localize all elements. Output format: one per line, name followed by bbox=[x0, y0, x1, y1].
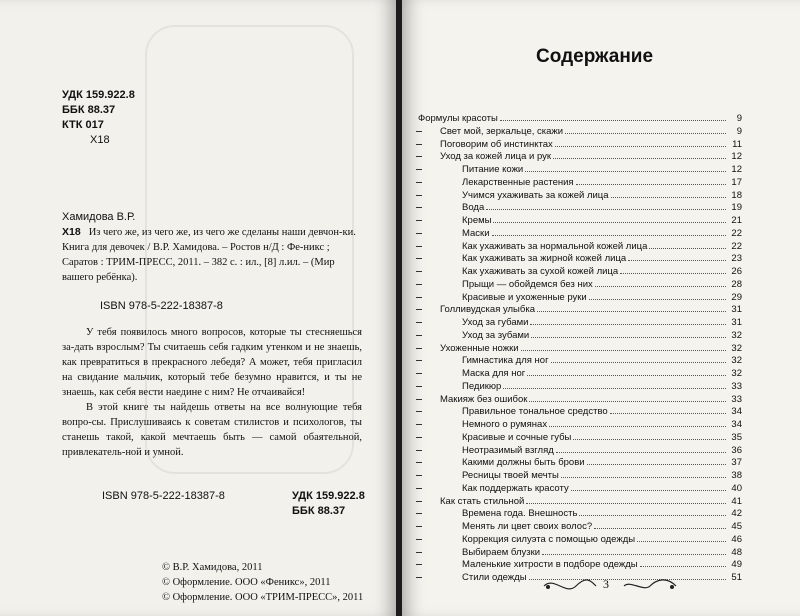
toc-entry-page: 34 bbox=[731, 419, 742, 430]
toc-entry-title: Красивые и ухоженные руки bbox=[462, 291, 587, 303]
toc-leader-dots bbox=[503, 380, 726, 389]
toc-entry bbox=[418, 507, 742, 520]
toc-entry bbox=[418, 520, 742, 533]
toc-leader-dots bbox=[620, 265, 726, 274]
toc-leader-dots bbox=[549, 418, 726, 427]
toc-leader-dots bbox=[573, 431, 726, 440]
toc-entry-page: 42 bbox=[731, 508, 742, 520]
toc-entry-title: Свет мой, зеркальце, скажи bbox=[440, 125, 564, 137]
toc-entry-title: Поговорим об инстинктах bbox=[440, 138, 553, 150]
toc-entry-page: 40 bbox=[731, 482, 742, 494]
toc-entry-page: 23 bbox=[731, 253, 742, 265]
toc-entry bbox=[418, 546, 742, 559]
toc-entry bbox=[418, 112, 742, 125]
toc-entry-title: Ухоженные ножки bbox=[440, 342, 519, 354]
udk-bottom: УДК 159.922.8 bbox=[292, 490, 365, 502]
toc-entry-title: Маска для ног bbox=[462, 368, 526, 379]
toc-entry-page: 17 bbox=[731, 176, 742, 188]
toc-entry-page: 48 bbox=[731, 546, 742, 558]
toc-leader-dots bbox=[486, 201, 726, 210]
toc-entry-title: Как ухаживать за нормальной кожей лица bbox=[462, 240, 648, 252]
toc-entry-title: Как ухаживать за жирной кожей лица bbox=[462, 253, 627, 265]
toc-entry bbox=[418, 227, 742, 240]
annotation bbox=[62, 325, 362, 460]
toc-leader-dots bbox=[611, 189, 726, 198]
toc-entry bbox=[418, 533, 742, 546]
toc-leader-dots bbox=[555, 138, 726, 147]
toc-entry-page: 33 bbox=[731, 380, 742, 392]
toc-entry-title: Коррекция силуэта с помощью одежды bbox=[462, 533, 636, 545]
toc-entry-page: 32 bbox=[731, 342, 742, 354]
isbn-main: ISBN 978-5-222-18387-8 bbox=[100, 300, 223, 312]
toc-entry bbox=[418, 482, 742, 495]
toc-entry-page: 33 bbox=[731, 393, 742, 405]
toc-leader-dots bbox=[527, 367, 726, 376]
toc-entry-page: 18 bbox=[731, 189, 742, 201]
toc-entry bbox=[418, 469, 742, 482]
toc-entry-title: Лекарственные растения bbox=[462, 176, 574, 188]
toc-leader-dots bbox=[537, 303, 726, 312]
toc-leader-dots bbox=[542, 546, 726, 555]
author-mark: Х18 bbox=[90, 134, 110, 146]
toc-entry bbox=[418, 189, 742, 202]
toc-entry bbox=[418, 278, 742, 291]
toc-entry-page: 29 bbox=[731, 291, 742, 303]
toc-entry bbox=[418, 380, 742, 393]
toc-entry bbox=[418, 316, 742, 329]
copyright-line: © Оформление. ООО «ТРИМ-ПРЕСС», 2011 bbox=[162, 592, 364, 603]
toc-entry-page: 12 bbox=[731, 151, 742, 163]
toc-entry bbox=[418, 163, 742, 176]
toc-leader-dots bbox=[594, 520, 726, 529]
toc-entry bbox=[418, 444, 742, 457]
toc-leader-dots bbox=[587, 456, 726, 465]
toc-entry-title: Как ухаживать за сухой кожей лица bbox=[462, 266, 619, 277]
toc-entry-title: Гимнастика для ног bbox=[462, 355, 549, 367]
toc-entry-title: Времена года. Внешность bbox=[462, 508, 578, 520]
toc-entry-page: 32 bbox=[731, 329, 742, 341]
toc-leader-dots bbox=[531, 329, 726, 338]
bibliographic-record bbox=[62, 210, 362, 285]
toc-entry bbox=[418, 558, 742, 571]
toc-entry bbox=[418, 367, 742, 380]
toc-entry-title: Учимся ухаживать за кожей лица bbox=[462, 189, 609, 201]
toc-entry-page: 51 bbox=[731, 572, 742, 583]
toc-leader-dots bbox=[493, 214, 726, 223]
toc-entry-title: Неотразимый взгляд bbox=[462, 444, 554, 456]
folio-ornament-icon bbox=[540, 574, 680, 598]
toc-entry bbox=[418, 393, 742, 406]
toc-entry-page: 31 bbox=[731, 304, 742, 316]
toc-entry-title: Макияж без ошибок bbox=[440, 393, 528, 405]
toc-entry-title: Как поддержать красоту bbox=[462, 482, 569, 494]
toc-entry bbox=[418, 176, 742, 189]
toc-entry-title: Прыщи — обойдемся без них bbox=[462, 278, 593, 290]
record-text bbox=[62, 225, 362, 285]
toc-entry bbox=[418, 240, 742, 253]
author-name: Хамидова В.Р. bbox=[62, 211, 136, 223]
toc-entry-title: Менять ли цвет своих волос? bbox=[462, 521, 593, 532]
toc-entry bbox=[418, 265, 742, 278]
toc-leader-dots bbox=[500, 112, 726, 121]
toc-entry-page: 22 bbox=[731, 240, 742, 252]
toc-entry bbox=[418, 354, 742, 367]
toc-entry-page: 41 bbox=[731, 495, 742, 507]
toc-entry-title: Как стать стильной bbox=[440, 495, 525, 507]
toc-entry bbox=[418, 418, 742, 431]
toc-leader-dots bbox=[571, 482, 726, 491]
toc-entry-page: 9 bbox=[736, 125, 742, 137]
toc-entry-title: Уход за зубами bbox=[462, 329, 530, 341]
toc-entry-page: 11 bbox=[732, 138, 742, 150]
toc-entry-page: 45 bbox=[731, 521, 742, 532]
toc-entry bbox=[418, 495, 742, 508]
toc-entry-page: 9 bbox=[736, 113, 742, 124]
toc-entry-page: 38 bbox=[731, 470, 742, 481]
toc-leader-dots bbox=[610, 405, 726, 414]
annotation-paragraph: У тебя появилось много вопросов, которые ты стесняешься за-дать взрослым? Ты считаешь себя гадким утенком и не знаешь, как превратиться в прекрасного лебедя? А может, тебя пригласил на свидание мальчик, который тебе безумно нравится, и ты не знаешь, как себя вести наедине с ним? Не отчаивайся! bbox=[62, 327, 362, 398]
toc-leader-dots bbox=[556, 444, 726, 453]
left-page bbox=[0, 0, 396, 616]
ktk-code: КТК 017 bbox=[62, 119, 104, 131]
toc-entry bbox=[418, 456, 742, 469]
toc-leader-dots bbox=[530, 316, 726, 325]
toc-leader-dots bbox=[649, 240, 726, 249]
toc-entry bbox=[418, 150, 742, 163]
toc-leader-dots bbox=[561, 469, 726, 478]
toc-entry-page: 31 bbox=[731, 317, 742, 328]
toc-entry bbox=[418, 303, 742, 316]
toc-entry-title: Вода bbox=[462, 202, 485, 214]
toc-entry bbox=[418, 431, 742, 444]
toc-entry-page: 36 bbox=[731, 444, 742, 456]
toc-entry-page: 12 bbox=[731, 164, 742, 175]
toc-leader-dots bbox=[492, 227, 726, 236]
toc-leader-dots bbox=[640, 558, 726, 567]
toc-leader-dots bbox=[628, 252, 726, 261]
toc-entry-title: Маски bbox=[462, 227, 490, 239]
toc-entry-page: 34 bbox=[731, 406, 742, 418]
toc-entry-title: Маленькие хитрости в подборе одежды bbox=[462, 559, 638, 571]
toc-leader-dots bbox=[595, 278, 726, 287]
toc-leader-dots bbox=[637, 533, 726, 542]
toc-title: Содержание bbox=[536, 46, 654, 67]
table-of-contents bbox=[418, 112, 742, 584]
classification-codes bbox=[62, 88, 135, 148]
toc-entry bbox=[418, 252, 742, 265]
toc-entry-page: 21 bbox=[731, 215, 742, 226]
toc-entry-title: Питание кожи bbox=[462, 164, 524, 175]
toc-entry-title: Уход за губами bbox=[462, 317, 529, 328]
toc-entry-title: Педикюр bbox=[462, 380, 502, 392]
toc-entry-page: 46 bbox=[731, 533, 742, 545]
toc-entry-title: Стили одежды bbox=[462, 572, 527, 583]
bbk-code: ББК 88.37 bbox=[62, 104, 116, 116]
copyright-block bbox=[162, 560, 363, 605]
toc-entry-title: Голливудская улыбка bbox=[440, 304, 535, 316]
toc-entry-page: 22 bbox=[731, 227, 742, 239]
toc-leader-dots bbox=[553, 150, 726, 159]
udk-code: УДК 159.922.8 bbox=[62, 89, 135, 101]
toc-leader-dots bbox=[589, 291, 726, 300]
toc-entry-title: Формулы красоты bbox=[418, 113, 498, 124]
toc-entry-title: Красивые и сочные губы bbox=[462, 431, 572, 443]
toc-entry-title: Ресницы твоей мечты bbox=[462, 470, 559, 481]
toc-entry bbox=[418, 342, 742, 355]
toc-leader-dots bbox=[551, 354, 726, 363]
annotation-paragraph: В этой книге ты найдешь ответы на все волнующие тебя вопро-сы. Прислушиваясь к советам стилистов и психологов, ты станешь такой, какой мечтаешь быть — самой обаятельной, привлекатель-ной и умной. bbox=[62, 402, 362, 458]
copyright-line: © Оформление. ООО «Феникс», 2011 bbox=[162, 577, 331, 588]
toc-entry-page: 35 bbox=[731, 431, 742, 443]
toc-entry-page: 32 bbox=[731, 355, 742, 367]
bbk-bottom: ББК 88.37 bbox=[292, 505, 346, 517]
toc-entry-title: Уход за кожей лица и рук bbox=[440, 151, 552, 163]
toc-entry bbox=[418, 405, 742, 418]
toc-entry bbox=[418, 125, 742, 138]
page-number: 3 bbox=[603, 577, 609, 591]
toc-leader-dots bbox=[579, 507, 726, 516]
copyright-line: © В.Р. Хамидова, 2011 bbox=[162, 562, 263, 573]
toc-entry bbox=[418, 201, 742, 214]
toc-entry-title: Какими должны быть брови bbox=[462, 457, 585, 469]
toc-entry-page: 26 bbox=[731, 266, 742, 277]
toc-entry-title: Кремы bbox=[462, 215, 492, 226]
toc-entry-title: Немного о румянах bbox=[462, 419, 548, 430]
toc-leader-dots bbox=[565, 125, 726, 134]
toc-entry-page: 32 bbox=[731, 368, 742, 379]
page-folio bbox=[540, 574, 680, 598]
toc-leader-dots bbox=[526, 495, 726, 504]
toc-entry bbox=[418, 291, 742, 304]
toc-entry-page: 49 bbox=[731, 559, 742, 571]
toc-entry bbox=[418, 214, 742, 227]
toc-leader-dots bbox=[521, 342, 726, 351]
record-code: Х18 bbox=[62, 226, 81, 238]
toc-entry bbox=[418, 138, 742, 151]
toc-leader-dots bbox=[529, 393, 726, 402]
isbn-bottom: ISBN 978-5-222-18387-8 bbox=[102, 490, 225, 502]
record-body: Из чего же, из чего же, из чего же сделаны наши девчон-ки. Книга для девочек / В.Р. Хамидова. – Ростов н/Д : Фе-никс ; Саратов : ТРИМ-ПРЕСС, 2011. – 382 с. : ил., [8] л.ил. – (Мир вашего ребёнка). bbox=[62, 227, 356, 283]
toc-entry-page: 28 bbox=[731, 278, 742, 290]
toc-entry bbox=[418, 329, 742, 342]
toc-entry-page: 19 bbox=[731, 202, 742, 214]
toc-leader-dots bbox=[525, 163, 726, 172]
toc-entry-title: Выбираем блузки bbox=[462, 546, 541, 558]
toc-leader-dots bbox=[576, 176, 726, 185]
toc-entry-title: Правильное тональное средство bbox=[462, 406, 608, 418]
toc-entry-page: 37 bbox=[731, 457, 742, 469]
